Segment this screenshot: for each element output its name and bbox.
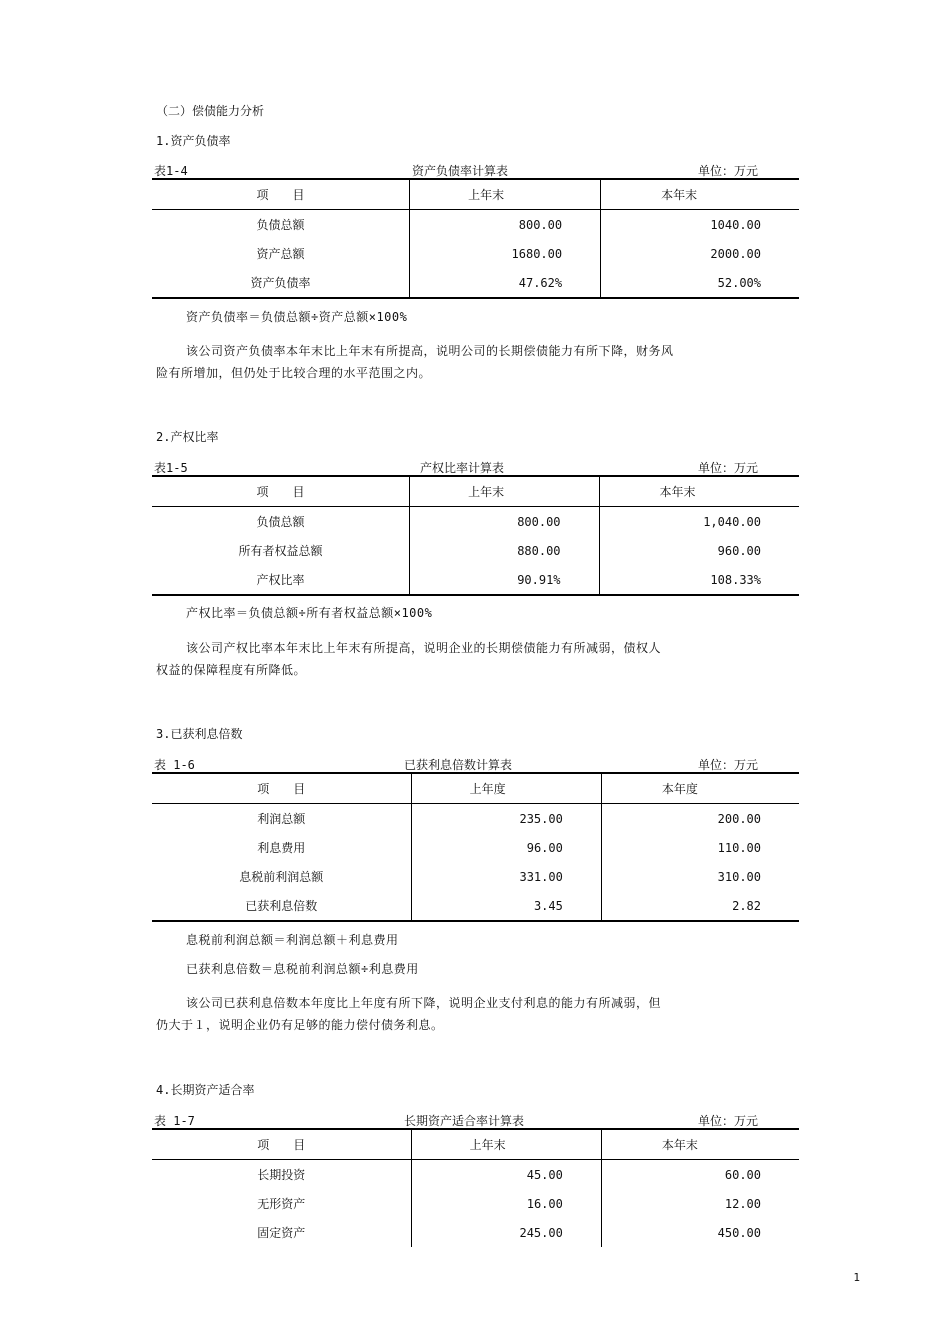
- row-value-b: 12.00: [724, 1196, 761, 1211]
- table-number: 表 1-6: [154, 758, 195, 772]
- row-value-a: 1680.00: [410, 239, 601, 268]
- table-row: [152, 1218, 799, 1247]
- section-heading: 3.已获利息倍数: [156, 727, 243, 741]
- table-row: [152, 1160, 799, 1190]
- row-value-a: 90.91%: [410, 565, 599, 595]
- row-value-b: 108.33%: [710, 572, 761, 587]
- table-title: 已获利息倍数计算表: [404, 758, 513, 772]
- col-b-header: 本年度: [601, 773, 799, 804]
- data-table: [152, 178, 799, 299]
- table-row: [152, 1189, 799, 1218]
- table-unit: 单位：万元: [698, 1114, 759, 1128]
- row-item: 资产总额: [152, 239, 410, 268]
- row-value-a: 880.00: [410, 536, 599, 565]
- row-item: 产权比率: [152, 565, 410, 595]
- data-table: [152, 772, 799, 922]
- analysis-paragraph: 该公司资产负债率本年末比上年末有所提高，说明公司的长期偿债能力有所下降，财务风 险有所增加，但仍处于比较合理的水平范围之内。: [156, 344, 674, 380]
- col-item-header: 项 目: [152, 1129, 411, 1160]
- table-title: 资产负债率计算表: [412, 164, 509, 178]
- table-number: 表1-4: [154, 164, 188, 178]
- col-b-header: 本年末: [599, 476, 799, 507]
- table-row: [152, 536, 799, 565]
- row-value-b: 1,040.00: [703, 514, 761, 529]
- table-unit: 单位：万元: [698, 164, 759, 178]
- table-unit: 单位：万元: [698, 758, 759, 772]
- row-value-b: 60.00: [724, 1167, 761, 1182]
- table-row: [152, 804, 799, 834]
- table-unit: 单位：万元: [698, 461, 759, 475]
- row-item: 已获利息倍数: [152, 891, 411, 921]
- row-item: 负债总额: [152, 507, 410, 537]
- row-value-a: 45.00: [411, 1160, 601, 1190]
- row-value-a: 47.62%: [410, 268, 601, 298]
- data-table: [152, 475, 799, 596]
- formula-paragraph: 产权比率＝负债总额÷所有者权益总额×100%: [186, 606, 433, 620]
- row-item: 无形资产: [152, 1189, 411, 1218]
- page-intro: （二）偿债能力分析: [156, 104, 265, 118]
- section-heading: 4.长期资产适合率: [156, 1083, 255, 1097]
- col-a-header: 上年末: [411, 1129, 601, 1160]
- formula-paragraph: 息税前利润总额＝利润总额＋利息费用: [186, 933, 399, 947]
- row-value-a: 245.00: [411, 1218, 601, 1247]
- analysis-paragraph: 该公司已获利息倍数本年度比上年度有所下降，说明企业支付利息的能力有所减弱，但 仍大于１，说明企业仍有足够的能力偿付债务利息。: [156, 996, 662, 1032]
- row-value-a: 3.45: [411, 891, 601, 921]
- table-header-row: [152, 476, 799, 507]
- table-row: [152, 565, 799, 595]
- row-value-b: 310.00: [717, 869, 761, 884]
- row-value-b: 200.00: [717, 811, 761, 826]
- table-header-row: [152, 179, 799, 210]
- table-row: [152, 862, 799, 891]
- row-value-b: 110.00: [717, 840, 761, 855]
- row-item: 利润总额: [152, 804, 411, 834]
- row-item: 长期投资: [152, 1160, 411, 1190]
- col-a-header: 上年末: [410, 476, 599, 507]
- table-row: [152, 507, 799, 537]
- row-item: 利息费用: [152, 833, 411, 862]
- table-row: [152, 210, 799, 240]
- col-b-header: 本年末: [601, 1129, 799, 1160]
- row-item: 固定资产: [152, 1218, 411, 1247]
- table-title: 长期资产适合率计算表: [404, 1114, 525, 1128]
- formula-paragraph: 资产负债率＝负债总额÷资产总额×100%: [186, 310, 408, 324]
- col-a-header: 上年度: [411, 773, 601, 804]
- row-value-b: 960.00: [717, 543, 761, 558]
- table-number: 表 1-7: [154, 1114, 195, 1128]
- row-value-a: 235.00: [411, 804, 601, 834]
- table-row: [152, 239, 799, 268]
- formula-paragraph: 已获利息倍数＝息税前利润总额÷利息费用: [186, 962, 419, 976]
- row-value-a: 16.00: [411, 1189, 601, 1218]
- row-value-b: 52.00%: [717, 275, 761, 290]
- row-value-b: 450.00: [717, 1225, 761, 1240]
- table-row: [152, 891, 799, 921]
- col-item-header: 项 目: [152, 179, 410, 210]
- row-value-a: 96.00: [411, 833, 601, 862]
- table-title: 产权比率计算表: [420, 461, 505, 475]
- row-item: 负债总额: [152, 210, 410, 240]
- row-value-b: 2000.00: [710, 246, 761, 261]
- table-row: [152, 833, 799, 862]
- page-number: 1: [853, 1271, 860, 1284]
- row-value-a: 331.00: [411, 862, 601, 891]
- col-a-header: 上年末: [410, 179, 601, 210]
- table-header-row: [152, 773, 799, 804]
- col-item-header: 项 目: [152, 476, 410, 507]
- col-item-header: 项 目: [152, 773, 411, 804]
- section-heading: 1.资产负债率: [156, 134, 231, 148]
- row-value-b: 2.82: [732, 898, 761, 913]
- table-number: 表1-5: [154, 461, 188, 475]
- row-value-a: 800.00: [410, 210, 601, 240]
- col-b-header: 本年末: [601, 179, 799, 210]
- row-item: 所有者权益总额: [152, 536, 410, 565]
- table-header-row: [152, 1129, 799, 1160]
- row-item: 息税前利润总额: [152, 862, 411, 891]
- table-row: [152, 268, 799, 298]
- section-heading: 2.产权比率: [156, 430, 219, 444]
- row-item: 资产负债率: [152, 268, 410, 298]
- row-value-a: 800.00: [410, 507, 599, 537]
- data-table: [152, 1128, 799, 1247]
- analysis-paragraph: 该公司产权比率本年末比上年末有所提高，说明企业的长期偿债能力有所减弱，债权人 权益的保障程度有所降低。: [156, 641, 662, 677]
- row-value-b: 1040.00: [710, 217, 761, 232]
